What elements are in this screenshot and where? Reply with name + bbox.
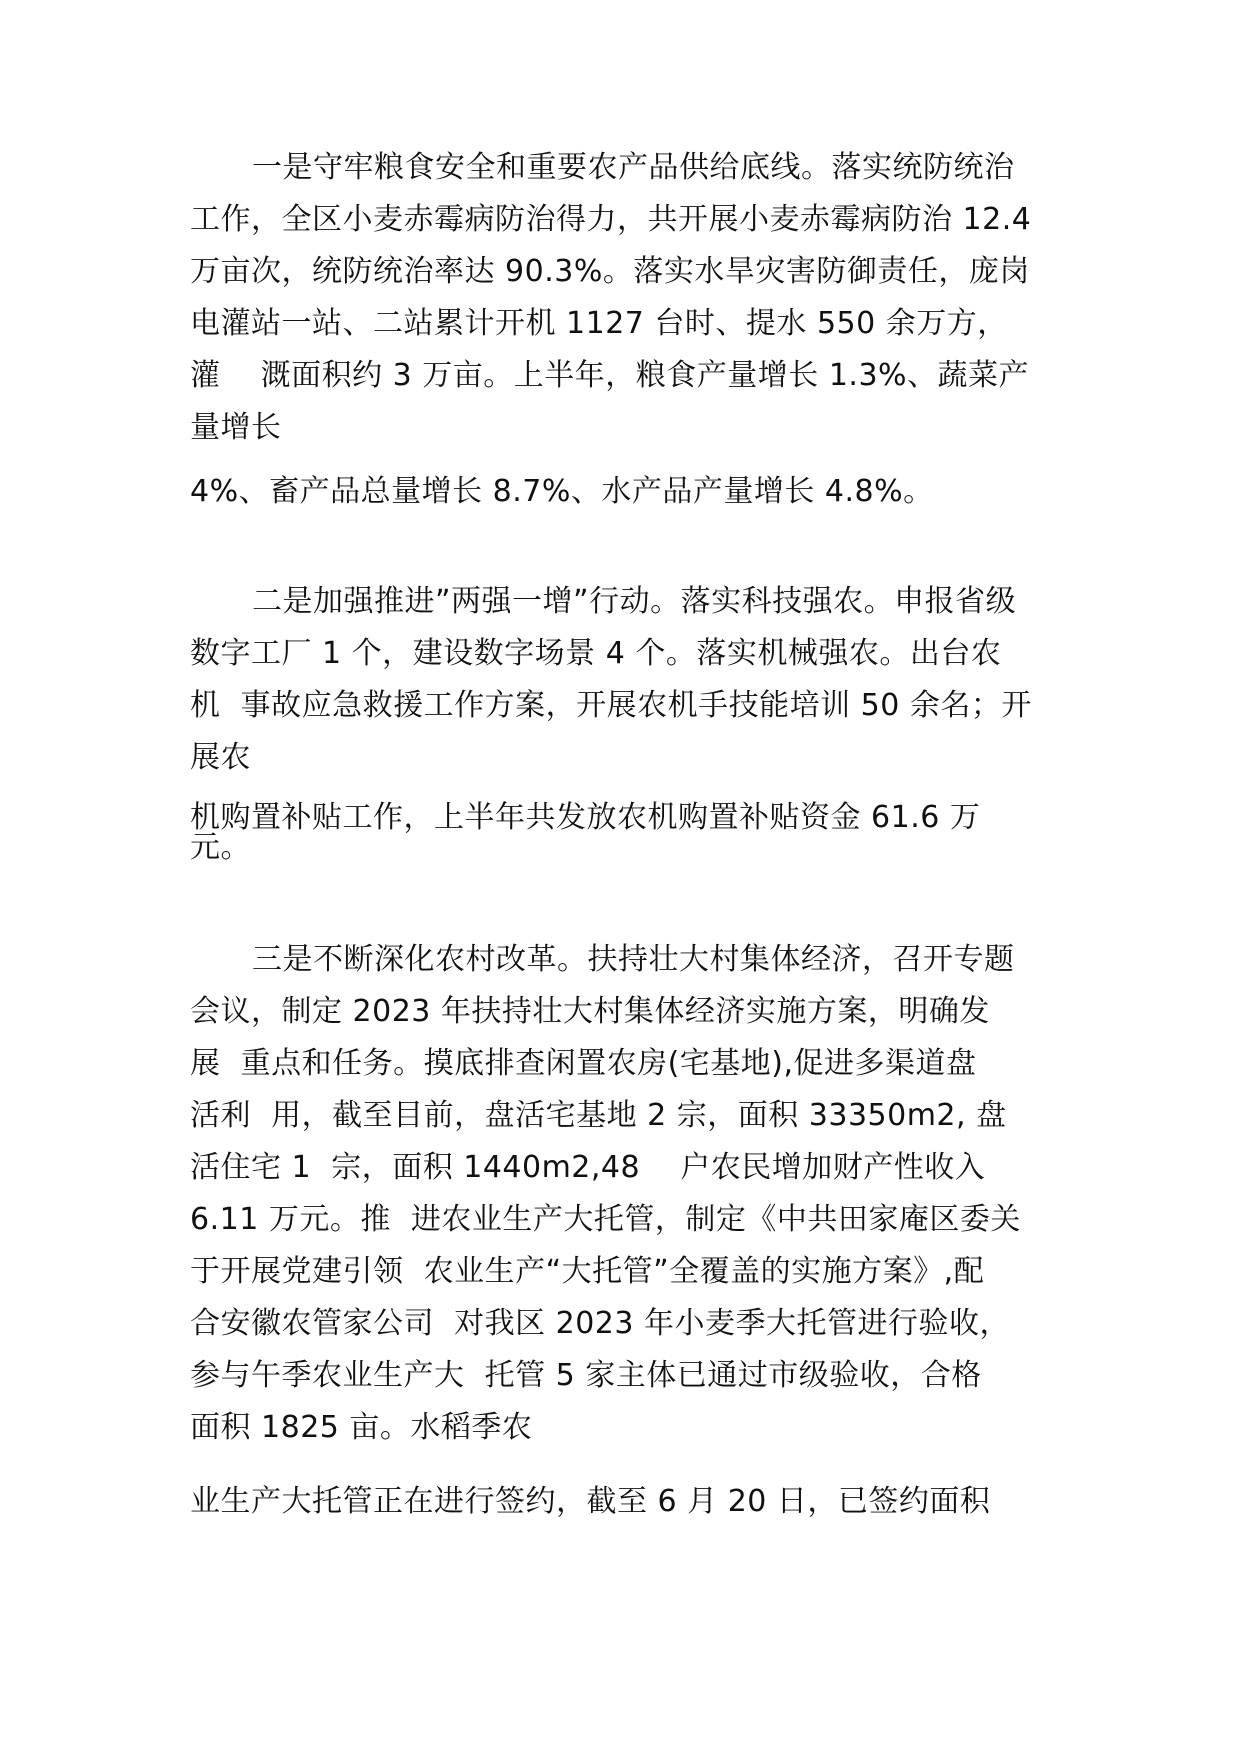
text-line: 量增长	[190, 410, 282, 445]
text-line: 会议，制定 2023 年扶持壮大村集体经济实施方案，明确发	[190, 994, 990, 1029]
text-line: 合安徽农管家公司 对我区 2023 年小麦季大托管进行验收，	[190, 1306, 1010, 1341]
text-line: 一是守牢粮食安全和重要农产品供给底线。落实统防统治	[252, 150, 1015, 185]
text-line: 面积 1825 亩。水稻季农	[190, 1410, 533, 1445]
text-line: 活住宅 1 宗，面积 1440m2,48 户农民增加财产性收入	[190, 1150, 986, 1185]
text-line: 4%、畜产品总量增长 8.7%、水产品产量增长 4.8%。	[190, 474, 934, 509]
text-line: 电灌站一站、二站累计开机 1127 台时、提水 550 余万方，	[190, 306, 1008, 341]
text-line: 元。	[190, 830, 251, 865]
text-line: 二是加强推进”两强一增”行动。落实科技强农。申报省级	[252, 584, 1017, 619]
text-line: 展农	[190, 740, 251, 775]
text-line: 参与午季农业生产大 托管 5 家主体已通过市级验收，合格	[190, 1358, 982, 1393]
text-line: 于开展党建引领 农业生产“大托管”全覆盖的实施方案》,配	[190, 1254, 985, 1289]
text-line: 机 事故应急救援工作方案，开展农机手技能培训 50 余名；开	[190, 688, 1032, 723]
text-line: 业生产大托管正在进行签约，截至 6 月 20 日，已签约面积	[190, 1484, 991, 1519]
text-line: 数字工厂 1 个，建设数字场景 4 个。落实机械强农。出台农	[190, 636, 1002, 671]
text-line: 万亩次，统防统治率达 90.3%。落实水旱灾害防御责任，庞岗	[190, 254, 1030, 289]
text-line: 三是不断深化农村改革。扶持壮大村集体经济，召开专题	[252, 942, 1015, 977]
text-line: 6.11 万元。推 进农业生产大托管，制定《中共田家庵区委关	[190, 1202, 1021, 1237]
text-line: 展 重点和任务。摸底排查闲置农房(宅基地),促进多渠道盘	[190, 1046, 977, 1081]
text-line: 活利 用，截至目前，盘活宅基地 2 宗，面积 33350m2, 盘	[190, 1098, 1007, 1133]
text-line: 工作，全区小麦赤霉病防治得力，共开展小麦赤霉病防治 12.4	[190, 202, 1032, 237]
text-line: 灌 溉面积约 3 万亩。上半年，粮食产量增长 1.3%、蔬菜产	[190, 358, 1030, 393]
text-line: 机购置补贴工作，上半年共发放农机购置补贴资金 61.6 万	[190, 800, 981, 835]
